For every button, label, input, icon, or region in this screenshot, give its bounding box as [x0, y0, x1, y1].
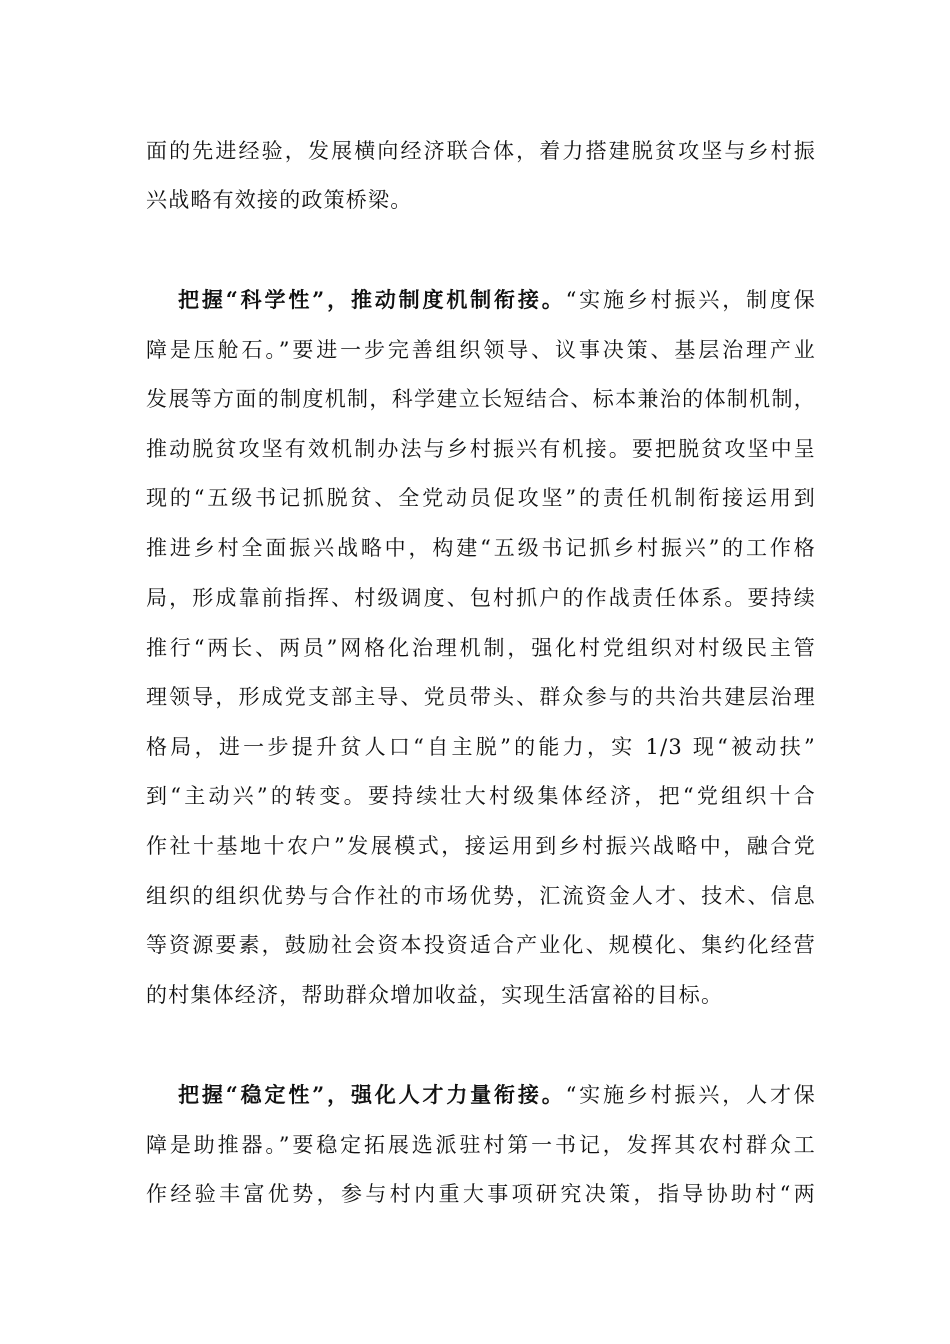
- paragraph-2-line-5: 现的“五级书记抓脱贫、全党动员促攻坚”的责任机制衔接运用到: [146, 486, 816, 510]
- paragraph-2-line-4: 推动脱贫攻坚有效机制办法与乡村振兴有机接。要把脱贫攻坚中呈: [146, 437, 816, 461]
- paragraph-2-line-10: 格局，进一步提升贫人口“自主脱”的能力，实 1/3 现“被动扶”: [146, 735, 816, 759]
- paragraph-2-line-11: 到“主动兴”的转变。要持续壮大村级集体经济，把“党组织十合: [146, 784, 816, 808]
- paragraph-3-first-line: [178, 1080, 816, 1110]
- paragraph-2-line-7: 局，形成靠前指挥、村级调度、包村抓户的作战责任体系。要持续: [146, 586, 816, 610]
- paragraph-2-line-13: 组织的组织优势与合作社的市场优势，汇流资金人才、技术、信息: [146, 884, 816, 908]
- paragraph-3-line-2: 障是助推器。”要稳定拓展选派驻村第一书记，发挥其农村群众工: [146, 1133, 816, 1157]
- paragraph-2-line-8: 推行“两长、两员”网格化治理机制，强化村党组织对村级民主管: [146, 636, 816, 660]
- paragraph-1-line-1: 面的先进经验，发展横向经济联合体，着力搭建脱贫攻坚与乡村振: [146, 139, 816, 163]
- paragraph-2-line-2: 障是压舱石。”要进一步完善组织领导、议事决策、基层治理产业: [146, 338, 816, 362]
- paragraph-2-first-line-rest: “实施乡村振兴，制度保: [565, 288, 816, 312]
- paragraph-2-heading: 把握“科学性”，推动制度机制衔接。: [178, 287, 566, 312]
- paragraph-2-line-12: 作社十基地十农户”发展模式，接运用到乡村振兴战略中，融合党: [146, 834, 816, 858]
- paragraph-2-line-15: 的村集体经济，帮助群众增加收益，实现生活富裕的目标。: [146, 983, 724, 1007]
- paragraph-3-line-3: 作经验丰富优势，参与村内重大事项研究决策，指导协助村“两: [146, 1182, 816, 1206]
- paragraph-2-line-9: 理领导，形成党支部主导、党员带头、群众参与的共治共建层治理: [146, 685, 816, 709]
- paragraph-3-first-line-rest: “实施乡村振兴，人才保: [565, 1083, 816, 1107]
- paragraph-2-first-line: [178, 285, 816, 315]
- paragraph-2-line-14: 等资源要素，鼓励社会资本投资适合产业化、规模化、集约化经营: [146, 933, 816, 957]
- paragraph-3-heading: 把握“稳定性”，强化人才力量衔接。: [178, 1082, 566, 1107]
- paragraph-1-line-2: 兴战略有效接的政策桥梁。: [146, 188, 413, 212]
- paragraph-2-line-6: 推进乡村全面振兴战略中，构建“五级书记抓乡村振兴”的工作格: [146, 536, 816, 560]
- paragraph-2-line-3: 发展等方面的制度机制，科学建立长短结合、标本兼治的体制机制，: [146, 387, 816, 411]
